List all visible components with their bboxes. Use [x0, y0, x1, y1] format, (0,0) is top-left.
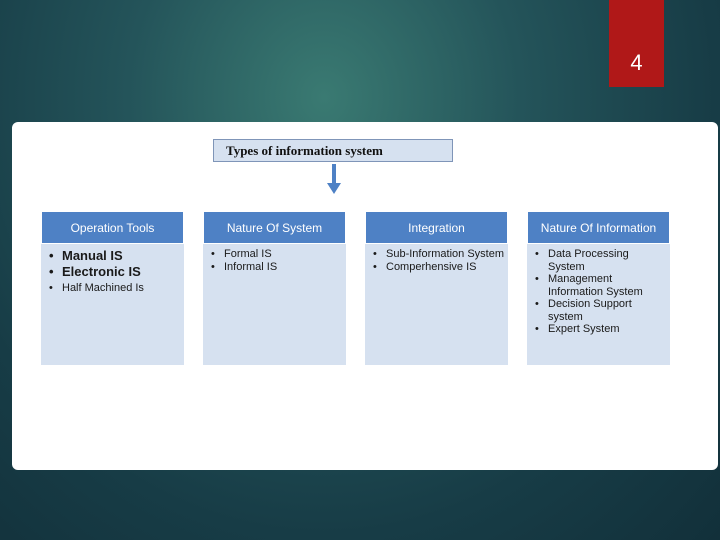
- down-arrow-icon: [327, 164, 341, 194]
- list-item: • Sub-Information System: [373, 248, 504, 261]
- slide-number-badge: [609, 0, 664, 87]
- diagram-title: Types of information system: [213, 139, 453, 162]
- list-item: • Manual IS: [49, 248, 180, 264]
- column-heading: Operation Tools: [41, 211, 184, 244]
- slide-number: 4: [630, 50, 643, 75]
- list-item: • Comperhensive IS: [373, 261, 504, 274]
- list-item: • Decision Support system: [535, 298, 666, 323]
- column-heading: Nature Of Information: [527, 211, 670, 244]
- column-heading: Integration: [365, 211, 508, 244]
- column-heading: Nature Of System: [203, 211, 346, 244]
- diagram-panel: [12, 122, 718, 470]
- list-item: • Half Machined Is: [49, 280, 180, 296]
- column-nature-of-information: [527, 211, 670, 365]
- list-item: • Management Information System: [535, 273, 666, 298]
- list-item: • Electronic IS: [49, 264, 180, 280]
- list-item: • Formal IS: [211, 248, 342, 261]
- list-item: • Data Processing System: [535, 248, 666, 273]
- list-item: • Informal IS: [211, 261, 342, 274]
- column-integration: [365, 211, 508, 365]
- column-operation-tools: [41, 211, 184, 365]
- list-item: • Expert System: [535, 323, 666, 336]
- column-nature-of-system: [203, 211, 346, 365]
